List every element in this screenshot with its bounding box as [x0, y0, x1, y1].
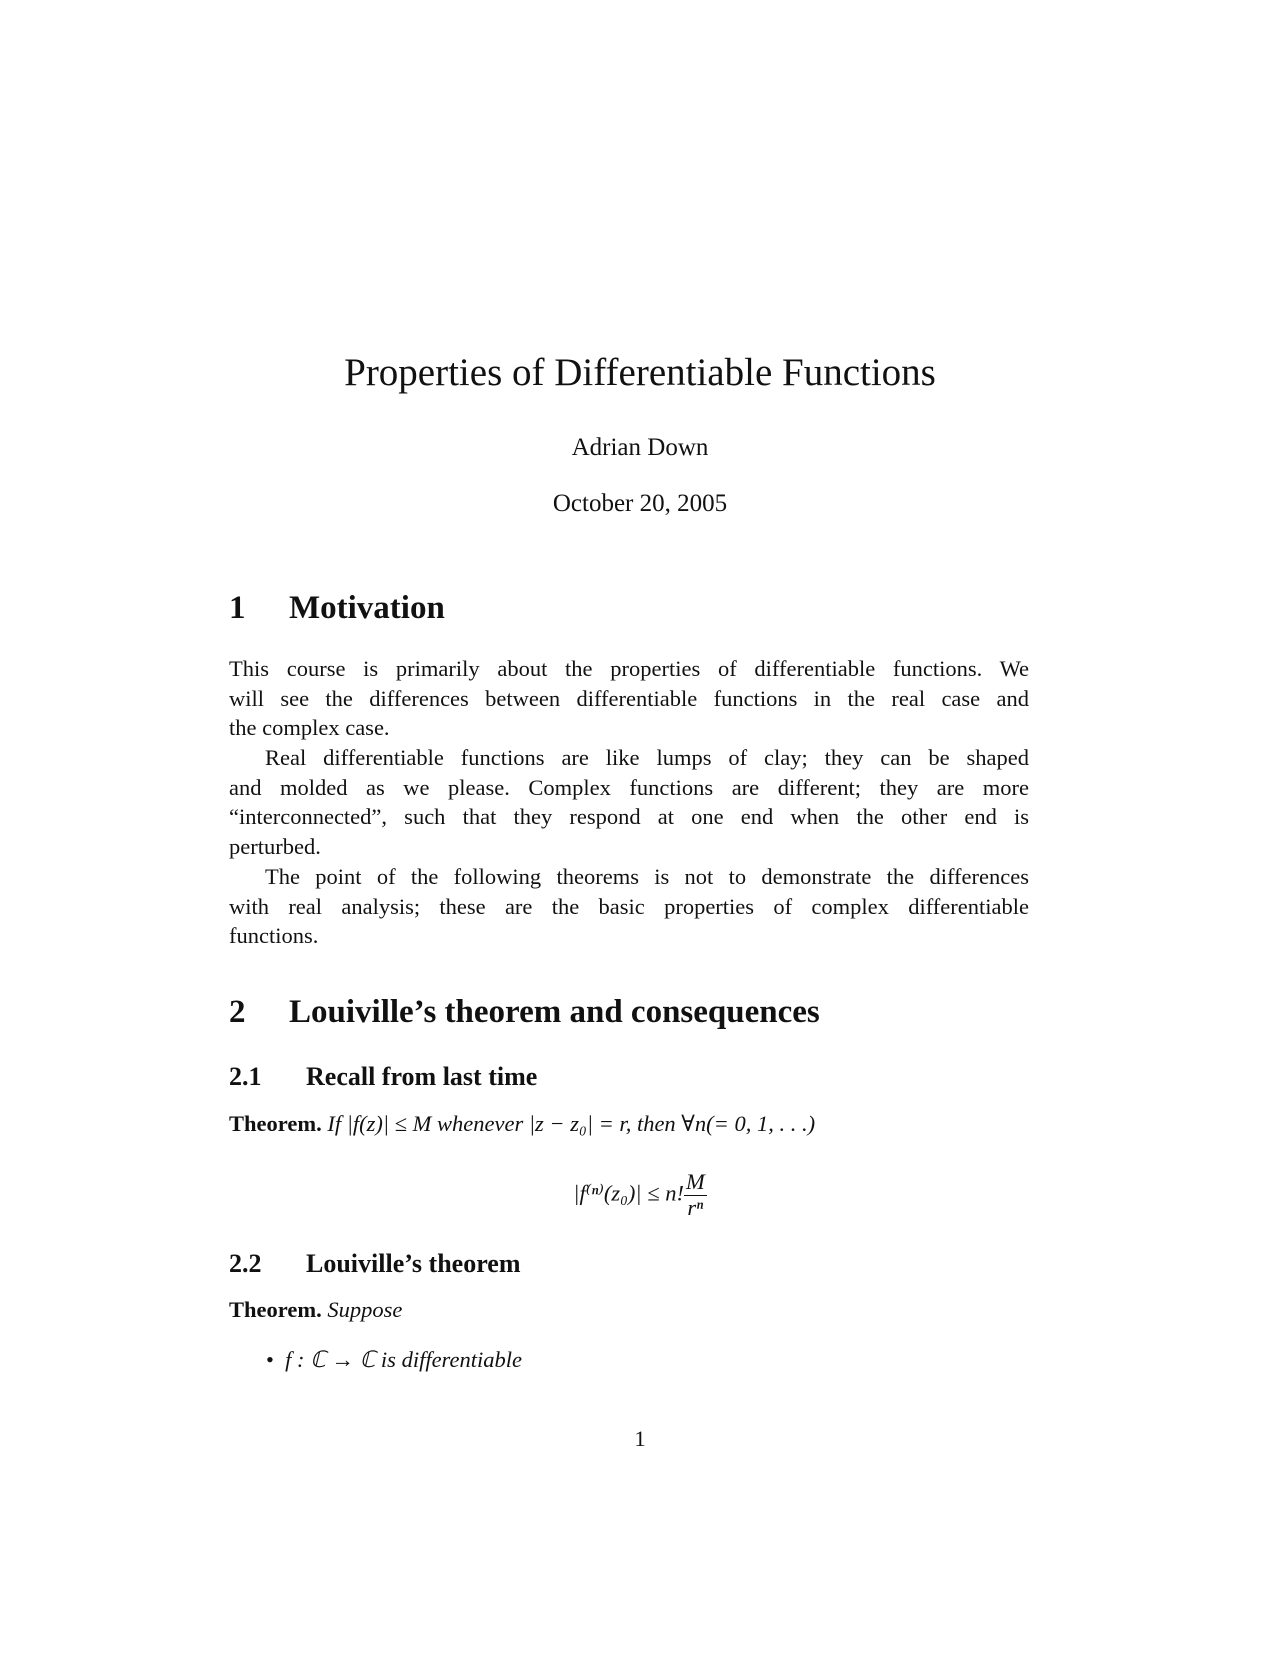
subsection-heading-2-2: 2.2 Louiville’s theorem [229, 1249, 521, 1278]
text-line: This course is primarily about the properties of differentiable functions. We [229, 656, 1029, 681]
text-line: functions. [229, 923, 319, 949]
paper-title: Properties of Differentiable Functions [344, 351, 936, 394]
text-line: with real analysis; these are the basic properties of complex differentiable [229, 893, 1029, 919]
page-number: 1 [634, 1426, 646, 1451]
text-line: the complex case. [229, 715, 390, 741]
bullet-icon: • [266, 1347, 274, 1372]
text-line: Real differentiable functions are like lumps of clay; they can be shaped [265, 745, 1029, 771]
author: Adrian Down [571, 434, 709, 461]
text-line: will see the differences between differentiable functions in the real case and [229, 685, 1029, 711]
motivation-body [229, 654, 1029, 951]
section-heading-1: 1 Motivation [229, 590, 445, 626]
text-line: The point of the following theorems is not to demonstrate the differences [265, 863, 1029, 889]
display-equation: |f⁽ⁿ⁾(z₀)| ≤ n! $\frac{M}{\text{rⁿ}}$ [573, 1169, 705, 1220]
text-line: and molded as we please. Complex functions are different; they are more [229, 774, 1029, 800]
section-heading-2: 2 Louiville’s theorem and consequences [229, 994, 820, 1030]
theorem-recall: Theorem. If |f(z)| ≤ M whenever |z − z₀| = r, then ∀n(= 0, 1, . . .) [229, 1111, 816, 1136]
theorem-louiville: Theorem. Suppose [229, 1297, 403, 1322]
text-line: perturbed. [229, 834, 321, 860]
date: October 20, 2005 [552, 490, 728, 517]
fraction: $\frac{M}{\text{rⁿ}}$ [685, 1169, 705, 1220]
subsection-heading-2-1: 2.1 Recall from last time [229, 1062, 538, 1091]
list-item: • f : ℂ → ℂ is differentiable [266, 1347, 522, 1372]
text-line: “interconnected”, such that they respond at one end when the other end is [229, 804, 1029, 830]
